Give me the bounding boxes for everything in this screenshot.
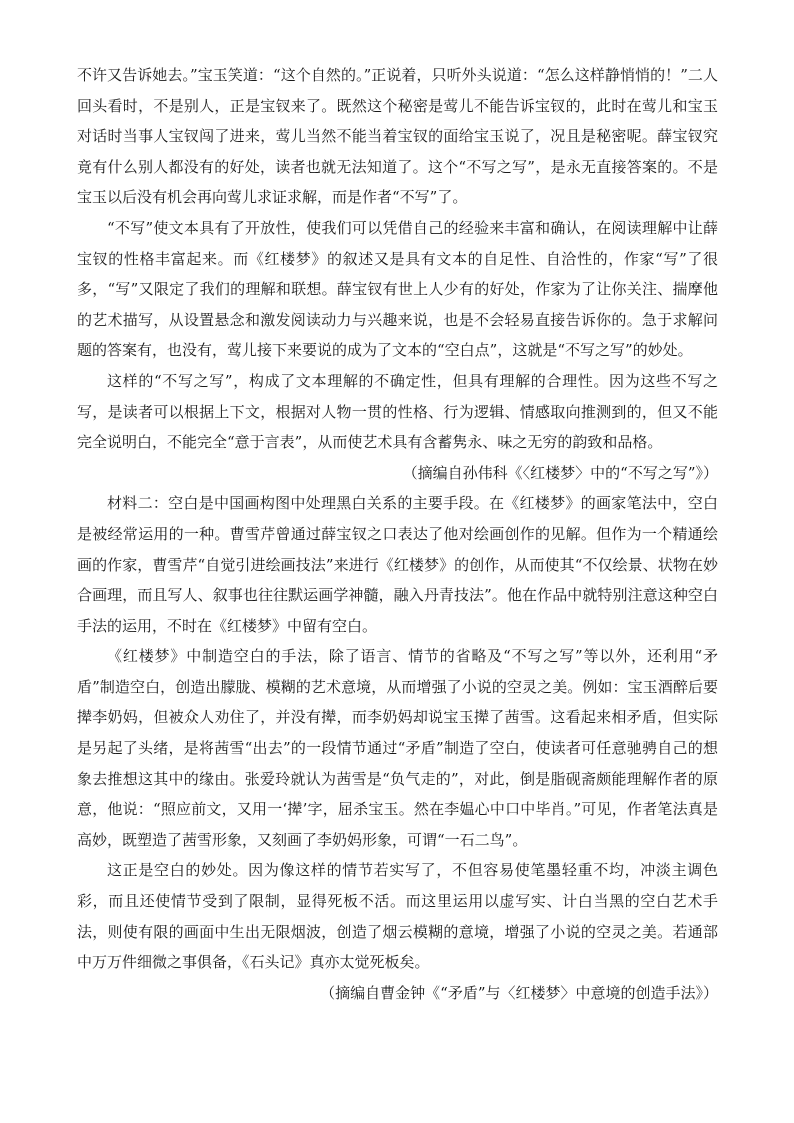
paragraph-contradiction-technique: 《红楼梦》中制造空白的手法，除了语言、情节的省略及“不写之写”等以外，还利用“矛盾”制造空白，创造出朦胧、模糊的艺术意境，从而增强了小说的空灵之美。例如：宝玉酒醉后要撵李奶妈，但被众人劝住了，并没有撵，而李奶妈却说宝玉撵了茜雪。这看起来相矛盾，但实际是另起了头绪，是将茜雪“出去”的一段情节通过“矛盾”制造了空白，使读者可任意驰骋自己的想象去推想这其中的缘由。张爱玲就认为茜雪是“负气走的”，对此，倒是脂砚斋颇能理解作者的原意，他说：“照应前文，又用一‘撵’字，屈杀宝玉。然在李媪心中口中毕肖。”可见，作者笔法真是高妙，既塑造了茜雪形象，又刻画了李奶妈形象，可谓“一石二鸟”。 (77, 647, 718, 849)
paragraph-blank-merit: 这正是空白的妙处。因为像这样的情节若实写了，不但容易使笔墨轻重不均，冲淡主调色彩，而且还使情节受到了限制，显得死板不活。而这里运用以虚写实、计白当黑的空白艺术手法，则使有限的画面中生出无限烟波，创造了烟云模糊的意境，增强了小说的空灵之美。若通部中万万件细微之事俱备，《石头记》真亦太觉死板矣。 (77, 861, 718, 972)
document-page (77, 60, 718, 1008)
source-citation-1: （摘编自孙伟科《〈红楼梦〉中的“不写之写”》） (402, 463, 718, 482)
paragraph-continuation: 不许又告诉她去。”宝玉笑道：“这个自然的。”正说着，只听外头说道：“怎么这样静悄悄的！”二人回头看时，不是别人，正是宝钗来了。既然这个秘密是莺儿不能告诉宝钗的，此时在莺儿和宝玉对话时当事人宝钗闯了进来，莺儿当然不能当着宝钗的面给宝玉说了，况且是秘密呢。薛宝钗究竟有什么别人都没有的好处，读者也就无法知道了。这个“不写之写”，是永无直接答案的。不是宝玉以后没有机会再向莺儿求证求解，而是作者“不写”了。 (77, 66, 718, 207)
paragraph-material-two: 材料二：空白是中国画构图中处理黑白关系的主要手段。在《红楼梦》的画家笔法中，空白是被经常运用的一种。曹雪芹曾通过薛宝钗之口表达了他对绘画创作的见解。但作为一个精通绘画的作家，曹雪芹“自觉引进绘画技法”来进行《红楼梦》的创作，从而使其“不仅绘景、状物在妙合画理，而且写人、叙事也往往默运画学神髓，融入丹青技法”。他在作品中就特别注意这种空白手法的运用，不时在《红楼梦》中留有空白。 (77, 494, 718, 635)
source-citation-2: （摘编自曹金钟《“矛盾”与〈红楼梦〉中意境的创造手法》） (320, 983, 718, 1002)
paragraph-buxie-uncertainty: 这样的“不写之写”，构成了文本理解的不确定性，但具有理解的合理性。因为这些不写之写，是读者可以根据上下文，根据对人物一贯的性格、行为逻辑、情感取向推测到的，但又不能完全说明白，不能完全“意于言表”，从而使艺术具有含蓄隽永、味之无穷的韵致和品格。 (77, 371, 718, 452)
paragraph-buxie-openness: “不写”使文本具有了开放性，使我们可以凭借自己的经验来丰富和确认，在阅读理解中让薛宝钗的性格丰富起来。而《红楼梦》的叙述又是具有文本的自足性、自洽性的，作家“写”了很多，“写”又限定了我们的理解和联想。薛宝钗有世上人少有的好处，作家为了让你关注、揣摩他的艺术描写，从设置悬念和激发阅读动力与兴趣来说，也是不会轻易直接告诉你的。急于求解问题的答案有，也没有，莺儿接下来要说的成为了文本的“空白点”，这就是“不写之写”的妙处。 (77, 218, 718, 360)
